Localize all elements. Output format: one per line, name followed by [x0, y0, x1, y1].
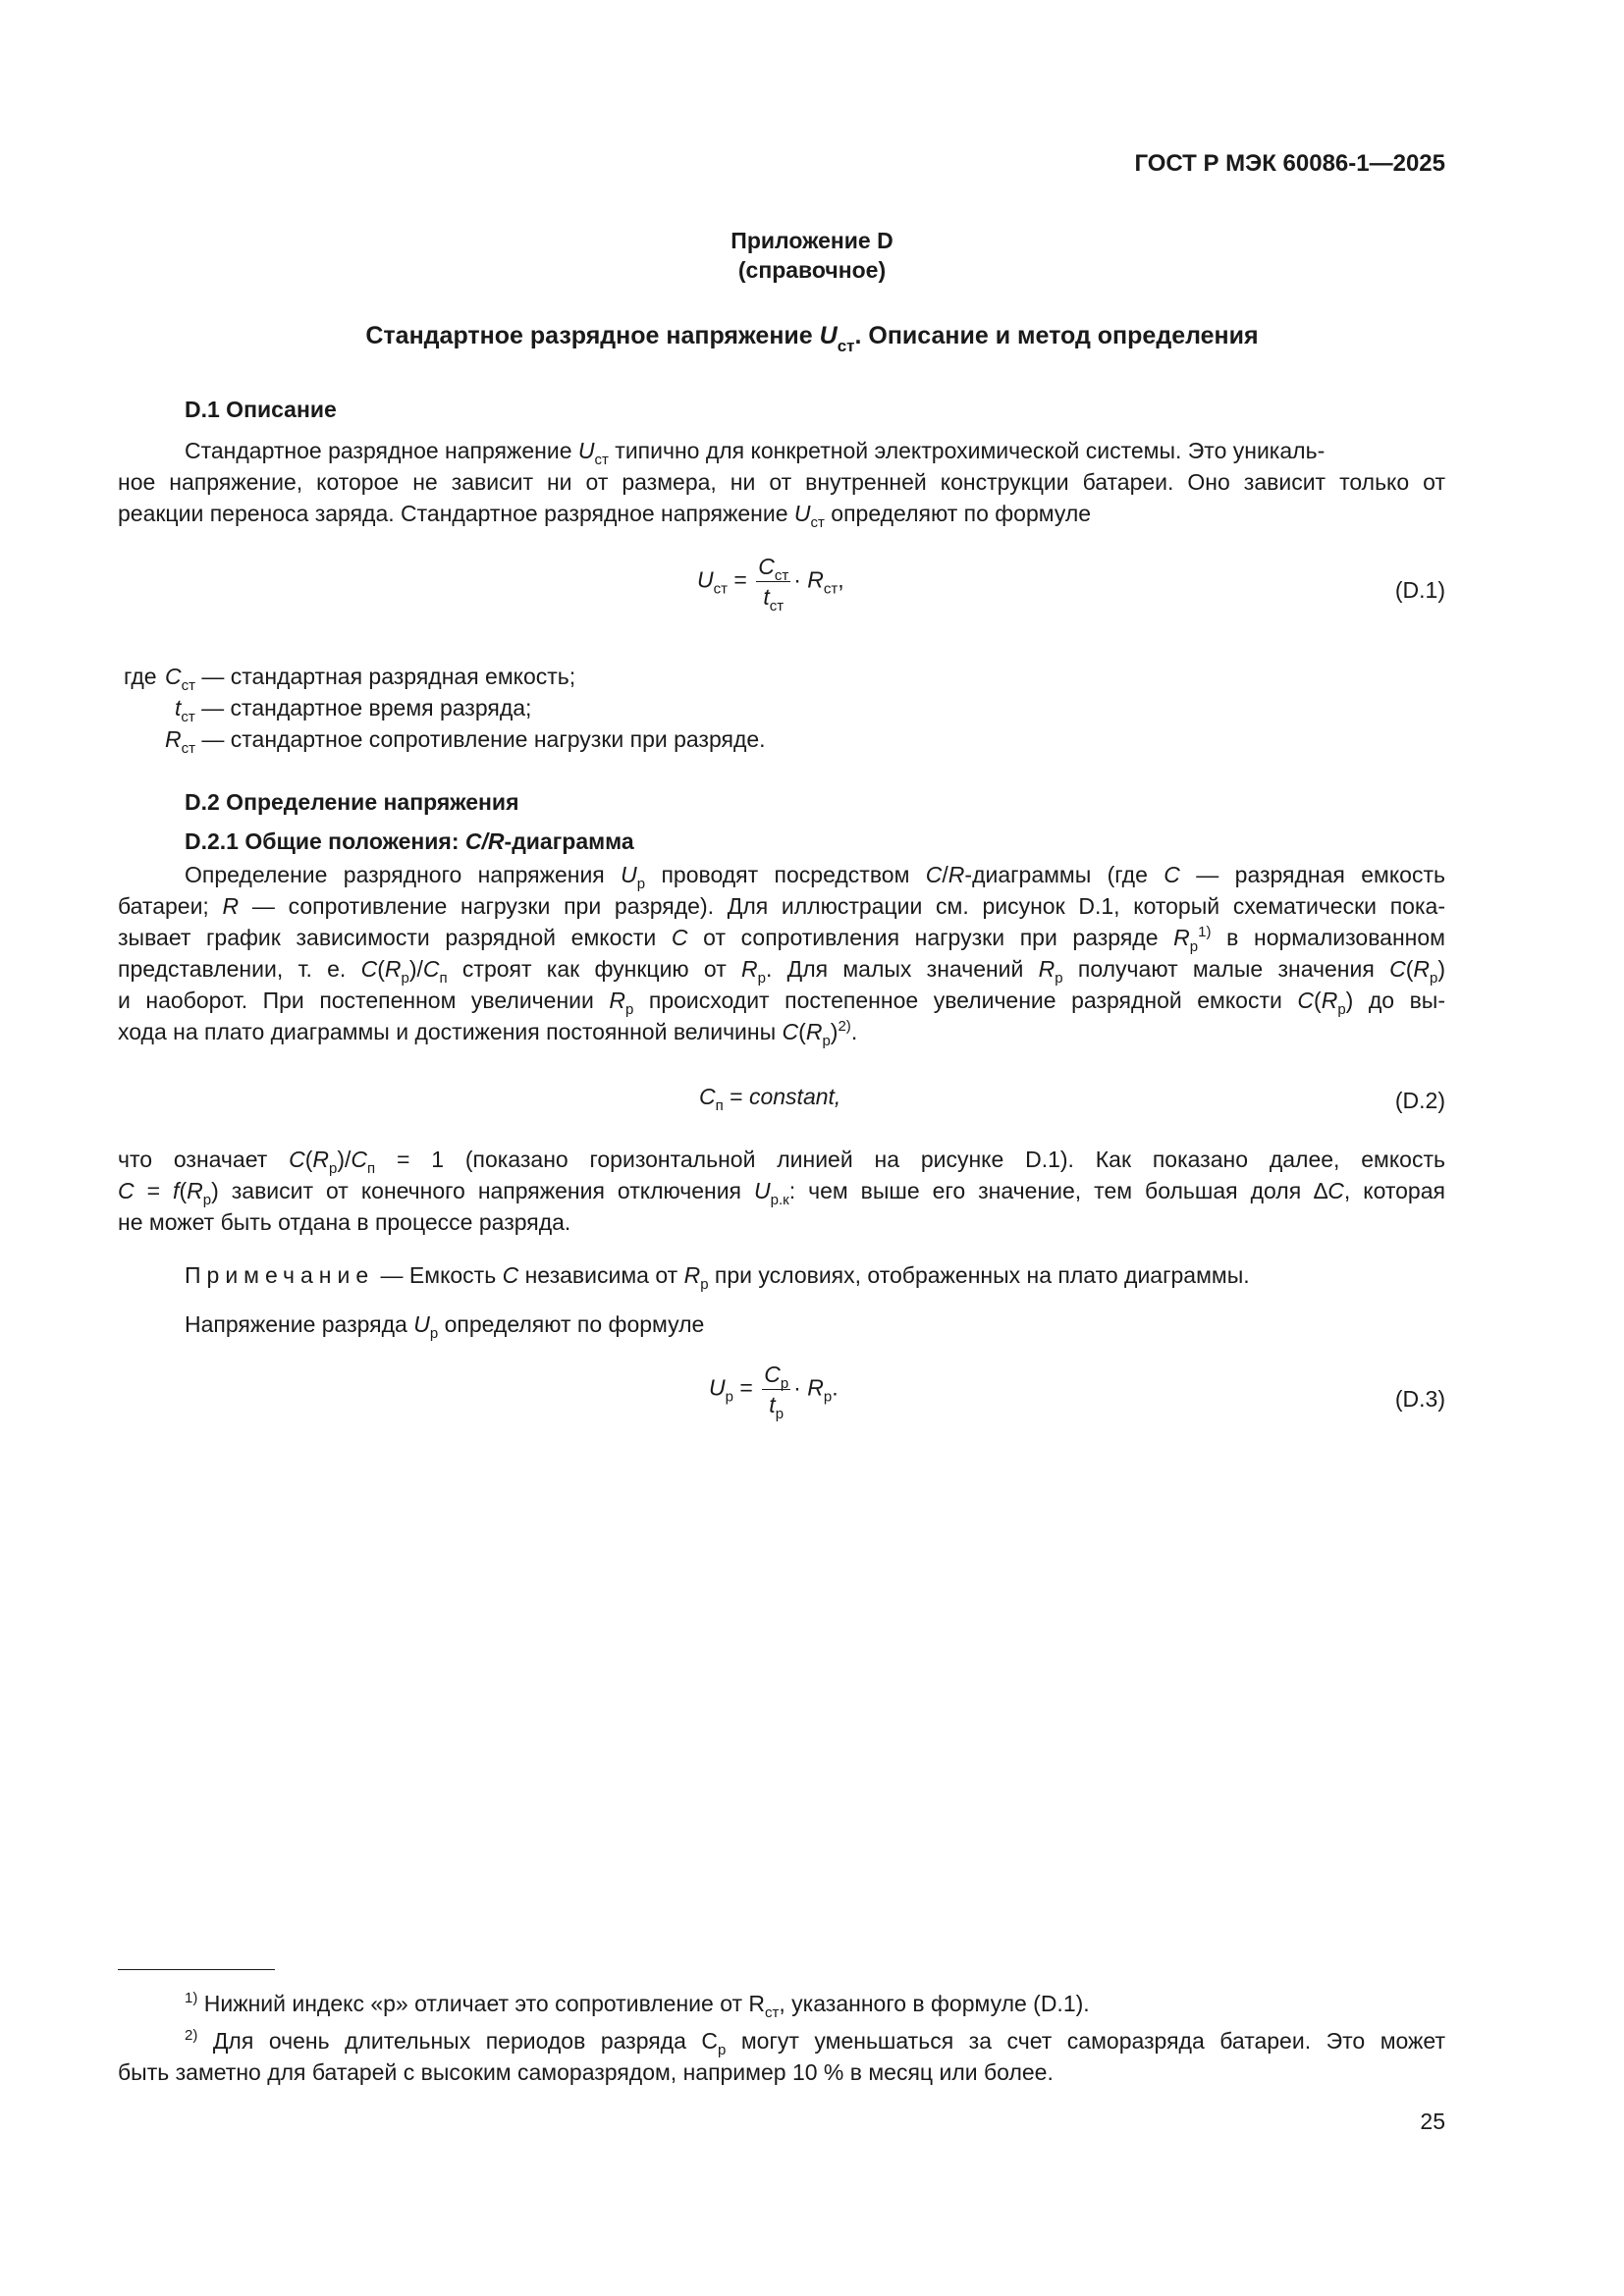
footnote-2: $^{2)}$ Для очень длительных периодов разряда $C_р$ могут уменьшаться за счет саморазряда батареи. Это может [185, 2027, 1445, 2058]
section-d1-heading: D.1 Описание [185, 397, 337, 422]
footnote-separator [118, 1969, 275, 1970]
paragraph-line: Стандартное разрядное напряжение $U_{ст}$ типично для конкретной электрохимической системы. Это уникаль- [185, 438, 1326, 468]
footnote-1: $^{1)}$ Нижний индекс «р» отличает это сопротивление от $R_{ст}$, указанного в формуле (D.1). [185, 1990, 1090, 2021]
appendix-label: Приложение D [731, 228, 893, 253]
page-number: 25 [1420, 2109, 1445, 2134]
paragraph-line: хода на плато диаграммы и достижения постоянной величины $C(R_р)^{2)}$. [118, 1018, 858, 1049]
paragraph-line: что означает $C(R_р)/C_п = 1$ (показано горизонтальной линией на рисунке D.1). Как показано далее, емкость [118, 1147, 1445, 1177]
paragraph-line: реакции переноса заряда. Стандартное разрядное напряжение $U_{ст}$ определяют по формуле [118, 501, 1092, 531]
formula-d3-number: (D.3) [1394, 1386, 1445, 1412]
where-word: где [124, 664, 157, 689]
footnote-2-line2: быть заметно для батарей с высоким саморазрядом, например 10 % в месяц или более. [118, 2059, 1054, 2085]
document-id: ГОСТ Р МЭК 60086-1—2025 [1134, 150, 1445, 177]
paragraph-line: ное напряжение, которое не зависит ни от размера, ни от внутренней конструкции батареи. Оно зависит только от [118, 469, 1445, 495]
paragraph-line: $C = f(R_р)$ зависит от конечного напряжения отключения $U_{р.к}$: чем выше его значение, тем большая доля ∆C, которая [118, 1178, 1445, 1208]
definition-t: $t_{ст}$ — стандартное время разряда; [175, 695, 532, 725]
paragraph-line: Напряжение разряда $U_р$ определяют по формуле [185, 1311, 705, 1342]
paragraph-line: батареи; R — сопротивление нагрузки при разряде). Для иллюстрации см. рисунок D.1, который схематически пока- [118, 893, 1445, 919]
paragraph-line: Определение разрядного напряжения $U_р$ проводят посредством C/R-диаграммы (где C — разрядная емкость [185, 862, 1445, 892]
paragraph-line: не может быть отдана в процессе разряда. [118, 1209, 571, 1235]
appendix-type: (справочное) [737, 257, 887, 283]
section-d2-heading: D.2 Определение напряжения [185, 789, 519, 815]
paragraph-line: представлении, т. е. $C(R_р)/C_п$ строят как функцию от $R_р$. Для малых значений $R_р$ получают малые значения $C(R_р)$ [118, 956, 1445, 987]
note: Примечание — Емкость C независима от $R_р$ при условиях, отображенных на плато диаграммы. [185, 1262, 1250, 1293]
formula-d1: $U_{ст}$ = $\frac{C_{ст}}{t_{ст}}$ · $R_{ст}$, [697, 554, 844, 614]
definition-c: $C_{ст}$ — стандартная разрядная емкость; [165, 664, 576, 694]
appendix-title: Стандартное разрядное напряжение $U_{ст}$. Описание и метод определения [365, 322, 1259, 355]
paragraph-line: и наоборот. При постепенном увеличении $R_р$ происходит постепенное увеличение разрядной емкости $C(R_р)$ до вы- [118, 988, 1445, 1018]
section-d21-heading: D.2.1 Общие положения: C/R-диаграмма [185, 828, 634, 854]
definition-r: $R_{ст}$ — стандартное сопротивление нагрузки при разряде. [165, 726, 766, 757]
formula-d1-number: (D.1) [1394, 577, 1445, 603]
formula-d2: $C_п$ = constant, [699, 1084, 841, 1114]
paragraph-line: зывает график зависимости разрядной емкости C от сопротивления нагрузки при разряде $R_р^{1)}$ в нормализованном [118, 924, 1445, 955]
formula-d2-number: (D.2) [1394, 1088, 1445, 1113]
formula-d3: $U_р$ = $\frac{C_р}{t_р}$ · $R_р$. [709, 1362, 839, 1422]
